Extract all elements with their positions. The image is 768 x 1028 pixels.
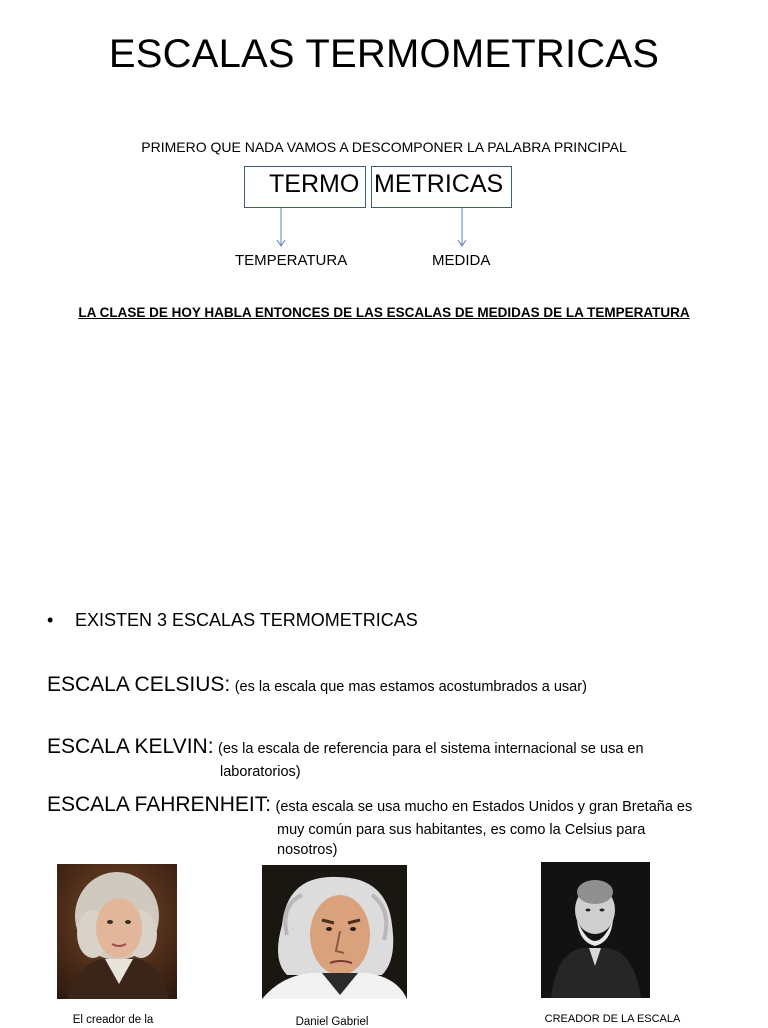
scale-description: (es la escala que mas estamos acostumbrados a usar) bbox=[234, 679, 587, 695]
portrait-celsius bbox=[57, 864, 177, 999]
caption-celsius: El creador de la bbox=[72, 1014, 154, 1026]
page-title: ESCALAS TERMOMETRICAS bbox=[108, 32, 660, 76]
portrait-fahrenheit bbox=[262, 865, 407, 999]
word-part-termo-box: TERMO bbox=[244, 166, 366, 208]
scale-celsius bbox=[47, 673, 587, 697]
scale-description-continued bbox=[277, 820, 645, 860]
scale-description: (esta escala se usa mucho en Estados Unidos y gran Bretaña es bbox=[275, 799, 693, 815]
bullet-item bbox=[47, 610, 418, 631]
meaning-medida: MEDIDA bbox=[432, 252, 491, 269]
scale-name: ESCALA FAHRENHEIT: bbox=[47, 793, 272, 816]
scale-description: (es la escala de referencia para el sistema internacional se usa en bbox=[217, 741, 644, 757]
meaning-temperatura: TEMPERATURA bbox=[235, 252, 348, 269]
scale-fahrenheit bbox=[47, 793, 692, 817]
caption-kelvin: CREADOR DE LA ESCALA bbox=[544, 1013, 681, 1025]
description-line: nosotros) bbox=[277, 842, 338, 858]
word-part-metricas-box: METRICAS bbox=[371, 166, 512, 208]
scale-kelvin bbox=[47, 735, 644, 759]
caption-fahrenheit: Daniel Gabriel bbox=[295, 1016, 369, 1028]
bullet-text: EXISTEN 3 ESCALAS TERMOMETRICAS bbox=[75, 610, 418, 630]
scale-name: ESCALA CELSIUS: bbox=[47, 673, 231, 696]
scale-name: ESCALA KELVIN: bbox=[47, 735, 214, 758]
down-arrow-icon bbox=[456, 208, 468, 248]
portrait-kelvin bbox=[541, 862, 650, 998]
description-line: muy común para sus habitantes, es como la Celsius para bbox=[277, 822, 646, 838]
class-note: LA CLASE DE HOY HABLA ENTONCES DE LAS ESCALAS DE MEDIDAS DE LA TEMPERATURA bbox=[78, 305, 690, 320]
scale-description-continued: laboratorios) bbox=[220, 764, 301, 780]
down-arrow-icon bbox=[275, 208, 287, 248]
bullet-icon: • bbox=[47, 610, 54, 630]
subtitle: PRIMERO QUE NADA VAMOS A DESCOMPONER LA PALABRA PRINCIPAL bbox=[141, 139, 627, 155]
